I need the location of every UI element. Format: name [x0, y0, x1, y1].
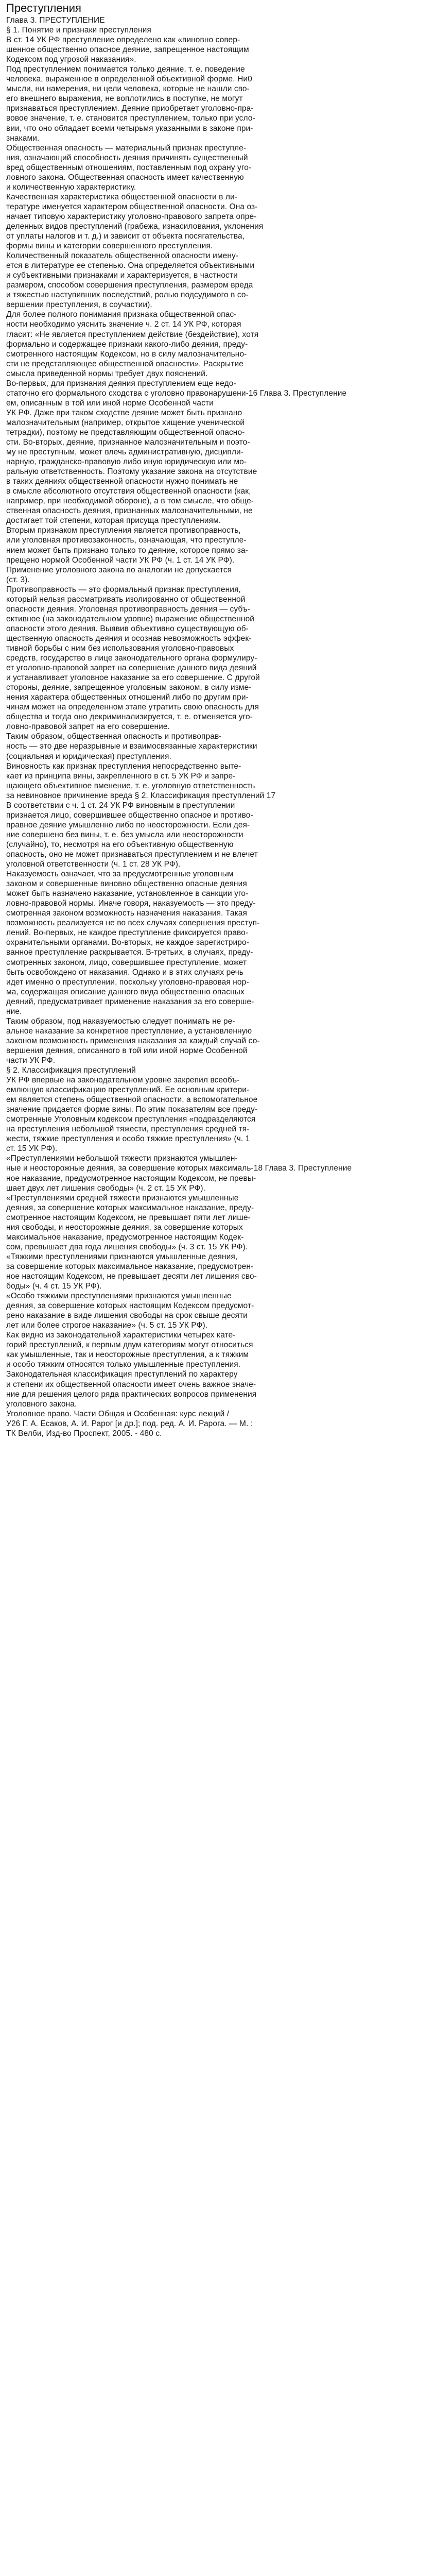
text-line: значение придается форме вины. По этим показателям все преду-: [6, 1105, 258, 1114]
text-line: Количественный показатель общественной опасности имену-: [6, 251, 239, 261]
text-line: деяний, предусматривает применение наказания за его соверше-: [6, 997, 254, 1006]
text-line: достигает той степени, которая присуща преступлениям.: [6, 516, 221, 526]
text-line: лений. Во-первых, не каждое преступление фиксируется право-: [6, 928, 249, 938]
text-line: ственная опасность деяния, признанных малозначительными, не: [6, 506, 253, 516]
text-line: ности необходимо уяснить значение ч. 2 ст. 14 УК РФ, которая: [6, 320, 241, 329]
text-line: формы вины и категории совершенного преступления.: [6, 242, 213, 251]
text-line: за невиновное причинение вреда § 2. Классификация преступлений 17: [6, 791, 276, 800]
text-line: смотренная законом возможность назначения наказания. Такая: [6, 909, 247, 918]
text-line: и особо тяжким относятся только умышленные преступления.: [6, 1360, 241, 1369]
text-line: начает типовую характеристику уголовно-правового запрета опре-: [6, 212, 257, 221]
text-line: Вторым признаком преступления является противоправность,: [6, 526, 241, 535]
text-line: Виновность как признак преступления непосредственно выте-: [6, 761, 241, 771]
text-line: прещено нормой Особенной части УК РФ (ч. 1 ст. 14 УК РФ).: [6, 555, 235, 565]
text-line: горий преступлений, к первым двум категориям могут относиться: [6, 1341, 253, 1350]
text-line: как умышленные, так и неосторожные преступления, а к тяжким: [6, 1350, 249, 1360]
text-line: идет именно о преступлении, поскольку уголовно-правовая нор-: [6, 977, 249, 987]
text-line: смотренных законом, лицо, совершившее преступление, может: [6, 958, 247, 967]
text-line: кает из принципа вины, закрепленного в ст. 5 УК РФ и запре-: [6, 771, 236, 781]
text-line: ние.: [6, 1007, 22, 1016]
text-line: ем является степень общественной опасности, а вспомогательное: [6, 1095, 258, 1105]
text-line: гласит: «Не является преступлением действие (бездействие), хотя: [6, 330, 259, 339]
text-line: «Особо тяжкими преступлениями признаются умышленные: [6, 1292, 232, 1301]
text-line: общества и тогда оно декриминализируется, т. е. отменяется уго-: [6, 713, 253, 722]
text-line: Как видно из законодательной характеристики четырех кате-: [6, 1331, 236, 1340]
text-line: Для более полного понимания признака общественной опас-: [6, 310, 237, 319]
text-line: Применение уголовного закона по аналогии не допускается: [6, 565, 232, 574]
text-line: Качественная характеристика общественной опасности в ли-: [6, 192, 238, 201]
text-line: охранительными органами. Во-вторых, не каждое зарегистриро-: [6, 938, 249, 947]
text-line: ния, означающий способность деяния причинять существенный: [6, 153, 248, 162]
text-line: му не преступным, может влечь административную, дисципли-: [6, 448, 244, 457]
text-line: ния свободы, и неосторожные деяния, за совершение которых: [6, 1223, 243, 1232]
text-line: размером, способом совершения преступления, размером вреда: [6, 281, 253, 290]
text-line: уголовного закона.: [6, 1399, 77, 1409]
text-line: вред общественным отношениям, поставленным под охрану уго-: [6, 163, 252, 172]
document: [6, 1, 430, 1438]
text-line: ние совершено без вины, т. е. без умысла или неосторожности: [6, 830, 243, 839]
text-line: смысла приведенной нормы требует двух пояснений.: [6, 369, 208, 378]
text-line: законом и совершенные виновно общественно опасные деяния: [6, 879, 247, 889]
text-line: Законодательная классификация преступлений по характеру: [6, 1370, 238, 1379]
text-line: стороны, деяние, запрещенное уголовным законом, в силу изме-: [6, 683, 252, 692]
text-line: рено наказание в виде лишения свободы на срок свыше десяти: [6, 1311, 248, 1320]
text-line: вии, что оно обладает всеми четырьмя указанными в законе при-: [6, 124, 253, 133]
text-line: ловно-правовой нормы. Иначе говоря, наказуемость — это преду-: [6, 899, 256, 908]
text-line: Таким образом, под наказуемостью следует понимать не ре-: [6, 1016, 235, 1026]
text-line: ловного закона. Общественная опасность имеет качественную: [6, 173, 244, 182]
text-line: сом, превышает два года лишения свободы» (ч. 3 ст. 15 УК РФ).: [6, 1242, 248, 1251]
text-line: ем, описанным в той или иной норме Особенной части: [6, 398, 214, 408]
text-line: ние для решения целого ряда практических вопросов применения: [6, 1389, 257, 1399]
text-line: знаками.: [6, 133, 40, 143]
text-line: деяния, за совершение которых максимальное наказание, преду-: [6, 1203, 254, 1212]
text-line: УК РФ. Даже при таком сходстве деяние может быть признано: [6, 408, 242, 417]
text-line: признается лицо, совершившее общественно опасное и противо-: [6, 810, 253, 820]
text-line: вершении преступления, в соучастии).: [6, 300, 152, 310]
text-line: нием может быть признано только то деяние, которое прямо за-: [6, 546, 248, 555]
text-line: Уголовное право. Части Общая и Особенная: курс лекций /: [6, 1409, 230, 1418]
text-line: правное деяние умышленно либо по неосторожности. Если дея-: [6, 820, 250, 829]
text-line: мысли, ни намерения, ни цели человека, которые не нашли сво-: [6, 84, 250, 94]
text-line: Таким образом, общественная опасность и противоправ-: [6, 732, 222, 741]
text-line: ловно-правовой запрет на его совершение.: [6, 722, 170, 732]
text-line: Глава 3. ПРЕСТУПЛЕНИЕ: [6, 16, 105, 25]
text-line: нарную, гражданско-правовую либо иную юридическую или мо-: [6, 457, 247, 467]
text-line: щественную опасность деяния и осознав невозможность эффек-: [6, 634, 252, 643]
text-line: малозначительным (например, открытое хищение ученической: [6, 418, 245, 427]
text-line: формально и содержащее признаки какого-либо деяния, преду-: [6, 340, 248, 349]
text-line: «Преступлениями небольшой тяжести признаются умышлен-: [6, 1154, 238, 1163]
text-line: и субъективными признаками и характеризуется, в частности: [6, 271, 238, 280]
text-line: тературе именуется характером общественной опасности. Она оз-: [6, 202, 258, 211]
text-line: ективное (на законодательном уровне) выражение общественной: [6, 614, 255, 623]
text-line: вовое значение, т. е. становится преступлением, только при усло-: [6, 114, 255, 123]
text-line: смотренные Уголовным кодексом преступления «подразделяются: [6, 1115, 256, 1124]
text-line: Во-первых, для признания деяния преступлением еще недо-: [6, 379, 236, 388]
text-line: § 1. Понятие и признаки преступления: [6, 26, 151, 35]
text-line: например, при необходимой обороне), а в том смысле, что обще-: [6, 497, 254, 506]
text-line: части УК РФ.: [6, 1056, 56, 1065]
document-title: Преступления: [6, 2, 81, 14]
text-line: щающего объективное вменение, т. е. уголовную ответственность: [6, 781, 255, 790]
text-line: за совершение которых максимальное наказание, предусмотрен-: [6, 1262, 254, 1271]
text-line: сти. Во-вторых, деяние, признанное малозначительным и поэто-: [6, 438, 250, 447]
text-line: быть освобождено от наказания. Однако и в этих случаях речь: [6, 968, 243, 977]
text-line: ные и неосторожные деяния, за совершение которых максималь-18 Глава 3. Преступление: [6, 1164, 352, 1173]
text-line: сти не представляющее общественной опасности». Раскрытие: [6, 359, 243, 368]
text-line: емлющую классификацию преступлений. Ее основным критери-: [6, 1086, 250, 1095]
text-line: Противоправность — это формальный признак преступления,: [6, 585, 241, 594]
text-line: ется в литературе ее степенью. Она определяется объективными: [6, 261, 255, 270]
text-line: Под преступлением понимается только деяние, т. е. поведение: [6, 65, 245, 74]
text-line: шает двух лет лишения свободы» (ч. 2 ст. 15 УК РФ).: [6, 1183, 206, 1193]
text-line: в таких деяниях общественной опасности нужно понимать не: [6, 477, 238, 486]
text-line: человека, выраженное в определенной объективной форме. Ни0: [6, 75, 252, 84]
text-line: «Тяжкими преступлениями признаются умышленные деяния,: [6, 1252, 238, 1261]
text-line: (социальная и юридическая) преступления.: [6, 752, 171, 761]
text-line: УК РФ впервые на законодательном уровне закрепил всеобъ-: [6, 1076, 240, 1085]
text-line: средств, государство в лице законодательного органа формулиру-: [6, 654, 257, 663]
text-line: и тяжестью наступивших последствий, ролью подсудимого в со-: [6, 291, 249, 300]
text-line: от уплаты налогов и т. д.) и зависит от объекта посягательства,: [6, 232, 245, 241]
text-line: Кодексом под угрозой наказания».: [6, 55, 136, 64]
text-line: ванное преступление раскрывается. В-третьих, в случаях, преду-: [6, 948, 253, 957]
text-line: тетрадки), поэтому не представляющим общественной опасно-: [6, 428, 245, 437]
text-line: ральную ответственность. Поэтому указание закона на отсутствие: [6, 467, 257, 477]
text-line: ма, содержащая описание данного вида общественно опасных: [6, 987, 245, 996]
text-line: законом возможность применения наказания за каждый случай со-: [6, 1036, 260, 1045]
text-line: В соответствии с ч. 1 ст. 24 УК РФ виновным в преступлении: [6, 801, 235, 810]
text-line: тивной борьбы с ним без использования уголовно-правовых: [6, 644, 234, 653]
text-line: альное наказание за конкретное преступление, а установленную: [6, 1026, 252, 1036]
document-body: [6, 15, 430, 1438]
text-line: ное наказание, предусмотренное настоящим Кодексом, не превы-: [6, 1174, 256, 1183]
text-line: У26 Г. А. Есаков, А. И. Рарог [и др.]; под. ред. А. И. Рарога. — М. :: [6, 1419, 253, 1428]
text-line: опасности деяния. Уголовная противоправность деяния — субъ-: [6, 604, 250, 614]
text-line: на преступления небольшой тяжести, преступления средней тя-: [6, 1125, 250, 1134]
text-line: ТК Велби, Изд-во Проспект, 2005. - 480 с.: [6, 1429, 162, 1438]
text-line: опасности этого деяния. Выявив объективно существующую об-: [6, 624, 249, 633]
text-line: (ст. 3).: [6, 575, 30, 584]
text-line: чинам может на определенном этапе утратить свою опасность для: [6, 703, 259, 712]
text-line: опасность, оно не может признаваться преступлением и не влечет: [6, 850, 258, 859]
text-line: шенное общественно опасное деяние, запрещенное настоящим: [6, 45, 249, 55]
text-line: Наказуемость означает, что за предусмотренные уголовным: [6, 870, 234, 879]
text-line: смотренное настоящим Кодексом, не превышает пяти лет лише-: [6, 1213, 251, 1222]
text-line: нения характера общественных отношений либо по другим при-: [6, 693, 249, 702]
text-line: ст. 15 УК РФ).: [6, 1144, 58, 1154]
text-line: ет уголовно-правовой запрет на совершение данного вида деяний: [6, 664, 257, 673]
text-line: деяния, за совершение которых настоящим Кодексом предусмот-: [6, 1301, 254, 1311]
text-line: который нельзя рассматривать изолированно от общественной: [6, 595, 246, 604]
text-line: жести, тяжкие преступления и особо тяжкие преступления» (ч. 1: [6, 1134, 250, 1144]
text-line: Общественная опасность — материальный признак преступле-: [6, 143, 247, 152]
text-line: вершения деяния, описанного в той или иной норме Особенной: [6, 1046, 248, 1055]
text-line: его внешнего выражения, не воплотились в поступке, не могут: [6, 94, 243, 104]
text-line: возможность реализуется не во всех случаях совершения преступ-: [6, 919, 260, 928]
text-line: лет или более строгое наказание» (ч. 5 ст. 15 УК РФ).: [6, 1321, 208, 1330]
text-line: признаваться преступлением. Деяние приобретает уголовно-пра-: [6, 104, 254, 113]
text-line: статочно его формального сходства с уголовно правонарушени-16 Глава 3. Преступление: [6, 388, 347, 398]
text-line: В ст. 14 УК РФ преступление определено как «виновно совер-: [6, 36, 240, 45]
text-line: уголовной ответственности (ч. 1 ст. 28 УК РФ).: [6, 860, 181, 869]
text-line: (случайно), то, несмотря на его объективную общественную: [6, 840, 234, 849]
text-line: ное настоящим Кодексом, не превышает десяти лет лишения сво-: [6, 1272, 257, 1281]
text-line: боды» (ч. 4 ст. 15 УК РФ).: [6, 1282, 102, 1291]
text-line: «Преступлениями средней тяжести признаются умышленные: [6, 1193, 239, 1202]
text-line: и количественную характеристику.: [6, 182, 136, 192]
text-line: может быть назначено наказание, установленное в санкции уго-: [6, 889, 249, 899]
text-line: ность — это две неразрывные и взаимосвязанные характеристики: [6, 742, 257, 751]
text-line: максимальное наказание, предусмотренное настоящим Кодек-: [6, 1232, 244, 1242]
text-line: и устанавливает уголовное наказание за его совершение. С другой: [6, 673, 260, 683]
text-line: смотренного настоящим Кодексом, но в силу малозначительно-: [6, 349, 247, 359]
text-line: деленных видов преступлений (грабежа, изнасилования, уклонения: [6, 222, 264, 231]
text-line: или уголовная противозаконность, означающая, что преступле-: [6, 536, 247, 545]
text-line: в смысле абсолютного отсутствия общественной опасности (как,: [6, 487, 251, 496]
text-line: § 2. Классификация преступлений: [6, 1066, 136, 1075]
text-line: и степени их общественной опасности имеет очень важное значе-: [6, 1380, 256, 1389]
